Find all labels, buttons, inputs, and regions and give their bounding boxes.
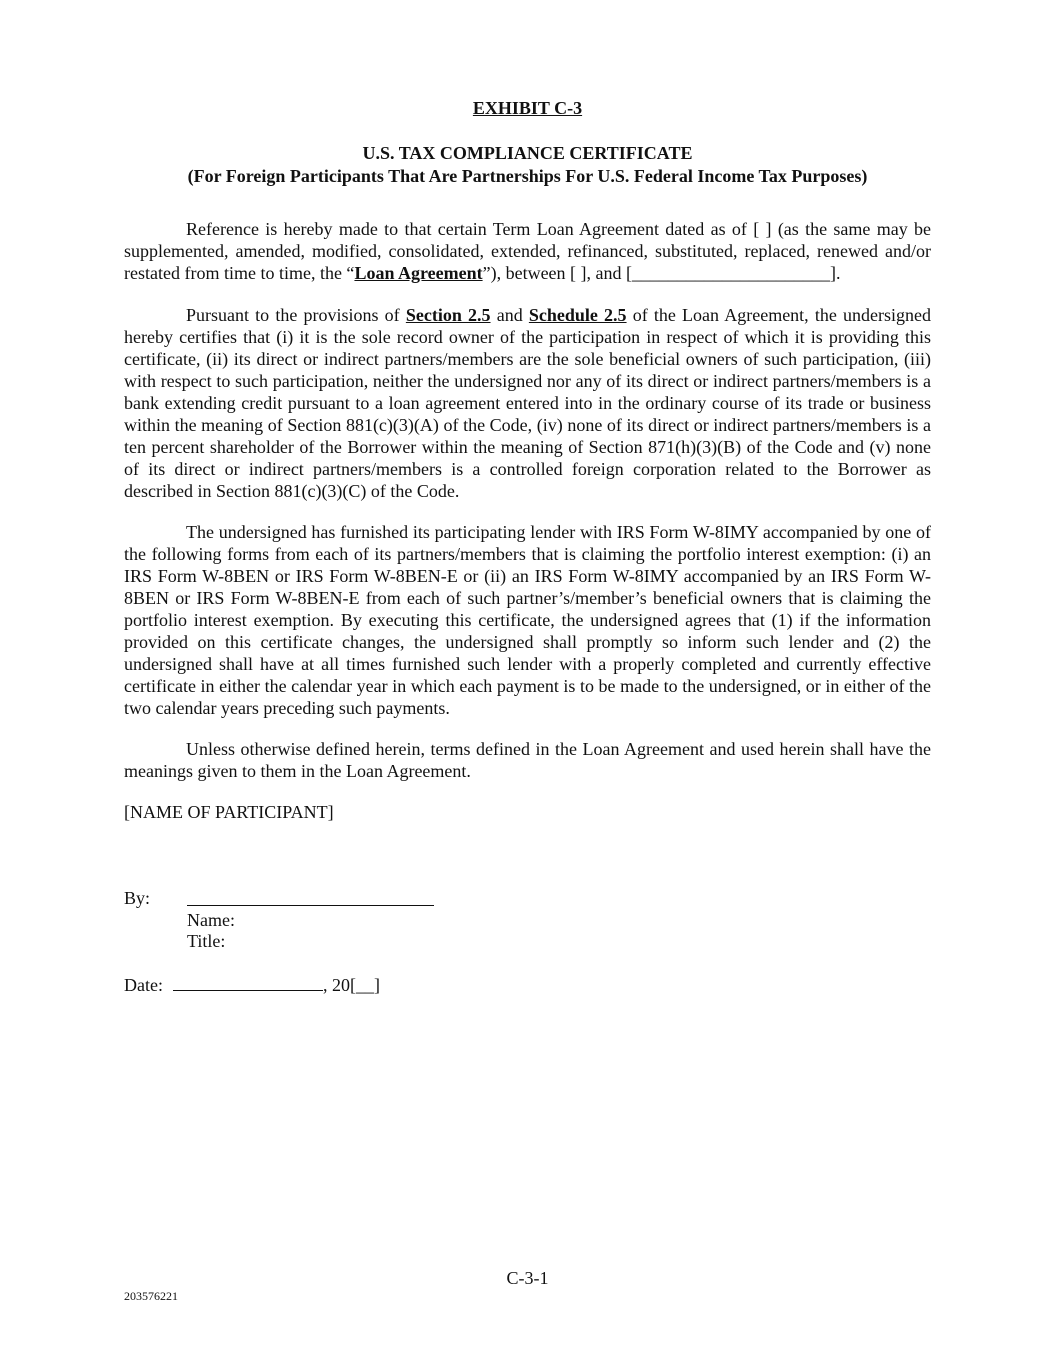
para1-text-a: Reference is hereby made to that certain Term Loan Agreement dated as of [ ] (as the same may be supplemented, amended, modified, consolidated, extended, refinanced, substituted, replaced, renewed and/or restated from time to time, the “ — [124, 219, 931, 283]
name-label: Name: — [187, 910, 235, 930]
date-blank-line — [173, 974, 323, 991]
definitions-paragraph: Unless otherwise defined herein, terms defined in the Loan Agreement and used herein shall have the meanings given to them in the Loan Agreement. — [124, 739, 931, 781]
para2-text-c: of the Loan Agreement, the undersigned hereby certifies that (i) it is the sole record owner of the participation in respect of which it is providing this certificate, (ii) its direct or indirect partners/members are the sole beneficial owners of such participation, (iii) with respect to such participation, neither the undersigned nor any of its direct or indirect partners/members is a bank extending credit pursuant to a loan agreement entered into in the ordinary course of its trade or business within the meaning of Section 881(c)(3)(A) of the Code, (iv) none of its direct or indirect partners/members is a ten percent shareholder of the Borrower within the meaning of Section 871(h)(3)(B) of the Code and (v) none of its direct or indirect partners/members is a controlled foreign corporation related to the Borrower as described in Section 881(c)(3)(C) of the Code. — [124, 305, 931, 501]
signature-line — [187, 905, 434, 906]
forms-paragraph: The undersigned has furnished its participating lender with IRS Form W-8IMY accompanied by one of the following forms from each of its partners/members that is claiming the portfolio interest exemption: (i) an IRS Form W-8BEN or IRS Form W-8BEN-E or (ii) an IRS Form W-8IMY accompanied by an IRS Form W-8BEN or IRS Form W-8BEN-E from each of such partner’s/member’s beneficial owners that is claiming the portfolio interest exemption. By executing this certificate, the undersigned agrees that (1) if the information provided on this certificate changes, the undersigned shall promptly so inform such lender and (2) the undersigned shall have at all times furnished such lender with a properly completed and currently effective certificate in either the calendar year in which each payment is to be made to the undersigned, or in either of the two calendar years preceding such payments. — [124, 522, 931, 718]
participant-name-placeholder: [NAME OF PARTICIPANT] — [124, 802, 334, 822]
by-label: By: — [124, 888, 151, 908]
document-id: 203576221 — [124, 1289, 178, 1303]
page-number: C-3-1 — [506, 1268, 549, 1288]
loan-agreement-term: Loan Agreement — [354, 263, 483, 283]
year-text: , 20[__] — [322, 975, 380, 995]
date-label: Date: — [124, 975, 163, 995]
schedule-reference: Schedule 2.5 — [528, 305, 627, 325]
certificate-subtitle: (For Foreign Participants That Are Partnerships For U.S. Federal Income Tax Purposes) — [187, 166, 868, 186]
para2-text-b: and — [490, 305, 529, 325]
reference-paragraph — [124, 218, 931, 284]
date-row — [124, 974, 380, 996]
certificate-title: U.S. TAX COMPLIANCE CERTIFICATE — [362, 143, 693, 163]
exhibit-heading: EXHIBIT C-3 — [472, 98, 583, 118]
para2-text-a: Pursuant to the provisions of — [186, 305, 406, 325]
certification-paragraph — [124, 304, 931, 502]
section-reference: Section 2.5 — [405, 305, 491, 325]
title-label: Title: — [187, 931, 226, 951]
para1-text-b: ”), between [ ], and [______________________]. — [482, 263, 841, 283]
